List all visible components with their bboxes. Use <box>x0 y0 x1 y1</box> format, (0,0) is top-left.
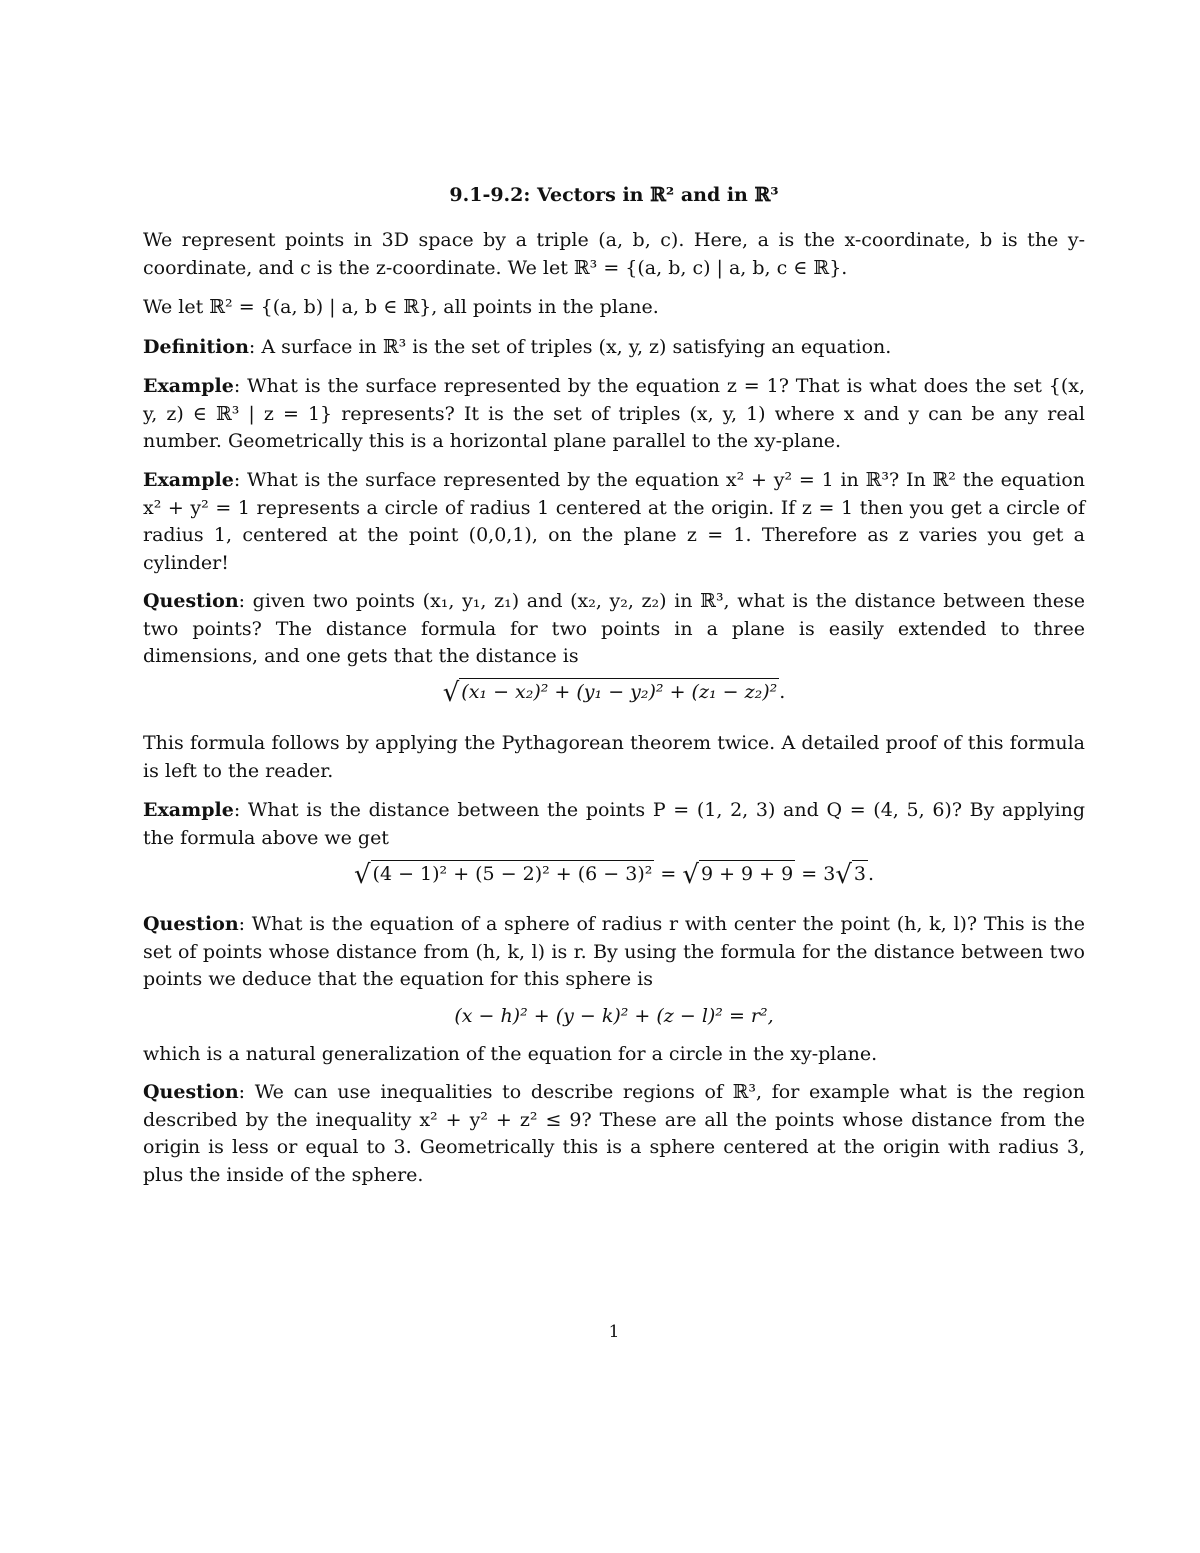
page-title: 9.1-9.2: Vectors in ℝ² and in ℝ³ <box>449 184 779 206</box>
radical-sign: √ <box>442 678 460 708</box>
page-number: 1 <box>608 1322 620 1342</box>
definition-label: Definition <box>143 336 249 358</box>
radicand: (4 − 1)² + (5 − 2)² + (6 − 3)² <box>371 860 655 885</box>
example-label: Example <box>143 469 234 491</box>
example-distance <box>143 797 1085 852</box>
definition-surface <box>143 334 1085 362</box>
paragraph-proof-note: This formula follows by applying the Pythagorean theorem twice. A detailed proof of this formula is left to the reader. <box>143 732 1085 782</box>
paragraph-r2-definition: We let ℝ² = {(a, b) | a, b ∈ ℝ}, all points in the plane. <box>143 296 659 318</box>
square-root <box>443 676 780 709</box>
question-label: Question <box>143 913 239 935</box>
question-text: : We can use inequalities to describe regions of ℝ³, for example what is the region described by the inequality x² + y² + z² ≤ 9? These are all the points whose distance from the origin is less or equal to 3. Geometrically this is a sphere centered at the origin with radius 3, plus the inside of the sphere. <box>143 1081 1085 1186</box>
sphere-equation: (x − h)² + (y − k)² + (z − l)² = r², <box>454 1005 774 1027</box>
radical-sign: √ <box>353 860 371 890</box>
example-text: : What is the surface represented by the equation z = 1? That is what does the set {(x, y, z) ∈ ℝ³ | z = 1} represents? It is the set of triples (x, y, 1) where x and y can be any real number. Geometrically this is a horizontal plane parallel to the xy-plane. <box>143 375 1085 452</box>
question-text: : given two points (x₁, y₁, z₁) and (x₂, y₂, z₂) in ℝ³, what is the distance between these two points? The distance formula for two points in a plane is easily extended to three dimensions, and one gets that the distance is <box>143 590 1085 667</box>
radicand: (x₁ − x₂)² + (y₁ − y₂)² + (z₁ − z₂)² <box>459 678 779 703</box>
definition-text: : A surface in ℝ³ is the set of triples (x, y, z) satisfying an equation. <box>248 336 892 358</box>
formula-period: . <box>868 863 875 885</box>
example-cylinder <box>143 467 1085 577</box>
square-root <box>835 858 868 891</box>
question-text: : What is the equation of a sphere of radius r with center the point (h, k, l)? This is the set of points whose distance from (h, k, l) is r. By using the formula for the distance between two points we deduce that the equation for this sphere is <box>143 913 1085 990</box>
question-sphere <box>143 911 1085 994</box>
example-label: Example <box>143 799 234 821</box>
example-label: Example <box>143 375 234 397</box>
radical-sign: √ <box>835 860 852 890</box>
square-root <box>682 858 795 891</box>
question-distance <box>143 588 1085 671</box>
question-label: Question <box>143 590 239 612</box>
example-text: : What is the distance between the points P = (1, 2, 3) and Q = (4, 5, 6)? By applying the formula above we get <box>143 799 1085 849</box>
square-root <box>354 858 654 891</box>
result-coefficient: = 3 <box>795 863 836 885</box>
distance-formula <box>143 676 1085 709</box>
question-inequality <box>143 1079 1085 1189</box>
example-plane <box>143 373 1085 456</box>
radicand: 9 + 9 + 9 <box>699 860 795 885</box>
distance-computation <box>143 858 1085 891</box>
radical-sign: √ <box>682 860 699 890</box>
question-label: Question <box>143 1081 239 1103</box>
radicand: 3 <box>852 860 868 885</box>
example-text: : What is the surface represented by the equation x² + y² = 1 in ℝ³? In ℝ² the equation x² + y² = 1 represents a circle of radius 1 centered at the origin. If z = 1 then you get a circle of radius 1, centered at the point (0,0,1), on the plane z = 1. Therefore as z varies you get a cylinder! <box>143 469 1085 574</box>
paragraph-points-3d: We represent points in 3D space by a triple (a, b, c). Here, a is the x-coordinate, b is the y-coordinate, and c is the z-coordinate. We let ℝ³ = {(a, b, c) | a, b, c ∈ ℝ}. <box>143 229 1085 279</box>
formula-period: . <box>779 681 786 703</box>
equals-sign: = <box>654 863 683 885</box>
paragraph-generalization: which is a natural generalization of the equation for a circle in the xy-plane. <box>143 1043 878 1065</box>
